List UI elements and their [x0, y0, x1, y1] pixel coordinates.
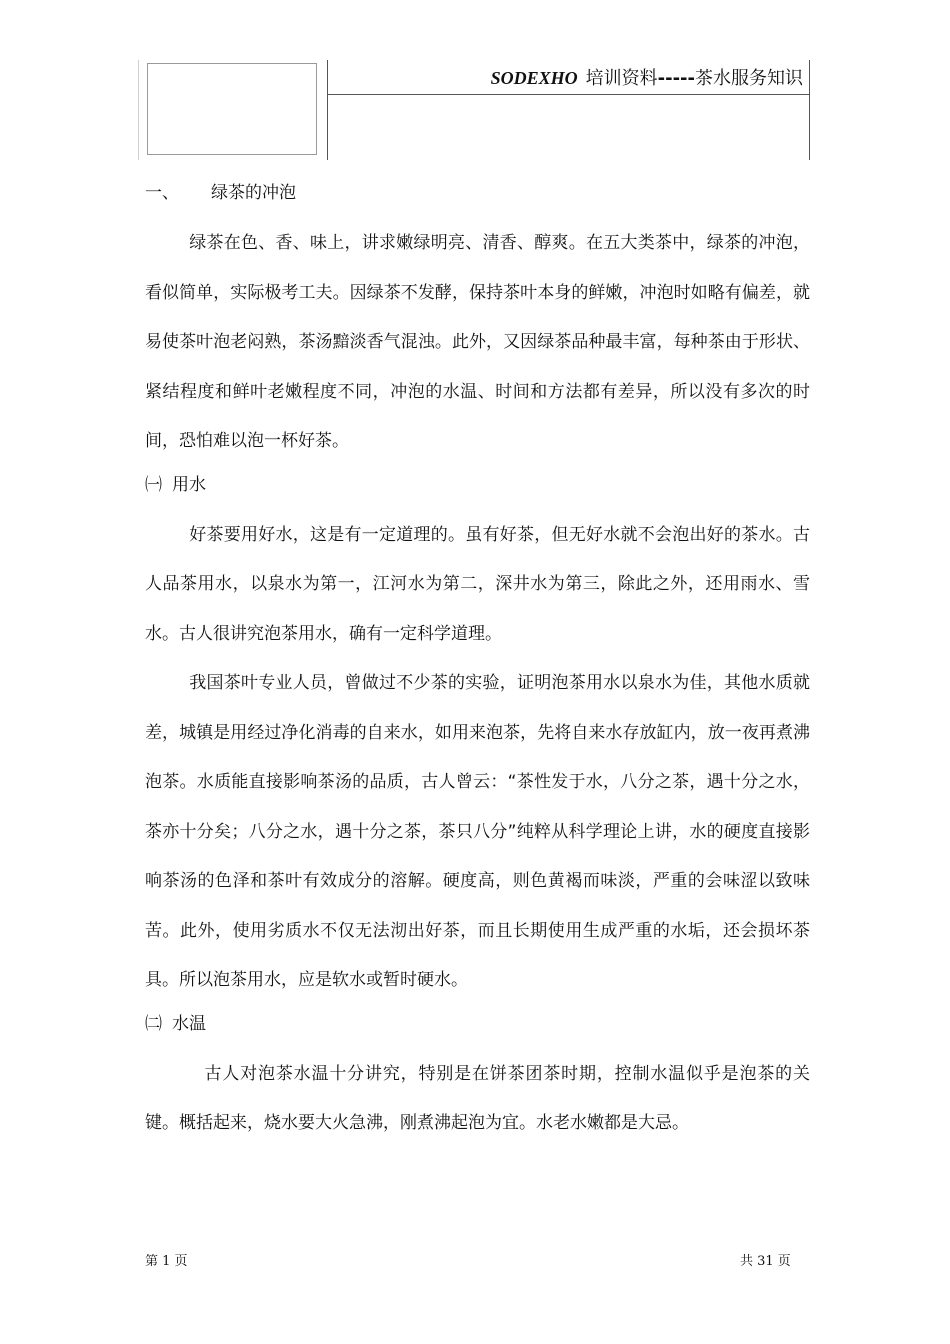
doc-type: 培训资料: [585, 68, 658, 89]
subsection-title: 水温: [172, 1013, 206, 1034]
section-title: 绿茶的冲泡: [211, 183, 296, 203]
water-paragraph-2: 我国茶叶专业人员，曾做过不少茶的实验，证明泡茶用水以泉水为佳，其他水质就差，城镇是用经过净化消毒的自来水，如用来泡茶，先将自来水存放缸内，放一夜再煮沸泡茶。水质能直接影响茶汤的品质，古人曾云：“茶性发于水，八分之茶，遇十分之水，茶亦十分矣；八分之水，遇十分之茶，茶只八分”纯粹从科学理论上讲，水的硬度直接影响茶汤的色泽和茶叶有效成分的溶解。硬度高，则色黄褐而味淡，严重的会味涩以致味苦。此外，使用劣质水不仅无法沏出好茶，而且长期使用生成严重的水垢，还会损坏茶具。所以泡茶用水，应是软水或暂时硬水。: [145, 673, 810, 990]
header-underline: [327, 94, 810, 95]
subsection-heading-temperature: [145, 1012, 810, 1050]
subsection-number: ㈡: [145, 1013, 162, 1034]
header-right-rule: [809, 60, 810, 160]
header-divider: [327, 60, 328, 160]
title-separator: -----: [657, 68, 695, 89]
subsection-heading-water: [145, 473, 810, 511]
header-left-rule: [138, 60, 139, 160]
subsection-title: 用水: [172, 474, 206, 495]
water-paragraph-1: 好茶要用好水，这是有一定道理的。虽有好茶，但无好水就不会泡出好的茶水。古人品茶用水，以泉水为第一，江河水为第二，深井水为第三，除此之外，还用雨水、雪水。古人很讲究泡茶用水，确有一定科学道理。: [145, 524, 810, 644]
section-number: 一、: [145, 183, 179, 203]
header-title: [491, 67, 803, 90]
temperature-paragraph-1: 古人对泡茶水温十分讲究，特别是在饼茶团茶时期，控制水温似乎是泡茶的关键。概括起来，烧水要大火急沸，刚煮沸起泡为宜。水老水嫩都是大忌。: [145, 1063, 810, 1133]
brand-name: SODEXHO: [490, 68, 578, 88]
intro-paragraph: 绿茶在色、香、味上，讲求嫩绿明亮、清香、醇爽。在五大类茶中，绿茶的冲泡，看似简单，实际极考工夫。因绿茶不发酵，保持茶叶本身的鲜嫩，冲泡时如略有偏差，就易使茶叶泡老闷熟，茶汤黯淡香气混浊。此外，又因绿茶品种最丰富，每种茶由于形状、紧结程度和鲜叶老嫩程度不同，冲泡的水温、时间和方法都有差异，所以没有多次的时间，恐怕难以泡一杯好茶。: [145, 233, 810, 451]
doc-subtitle: 茶水服务知识: [695, 68, 803, 89]
page-body: [145, 175, 810, 1149]
section-heading: [145, 181, 810, 219]
page-total: 共 31 页: [740, 1254, 791, 1269]
page-number: 第 1 页: [145, 1254, 188, 1269]
logo-placeholder: [147, 63, 317, 155]
subsection-number: ㈠: [145, 474, 162, 495]
